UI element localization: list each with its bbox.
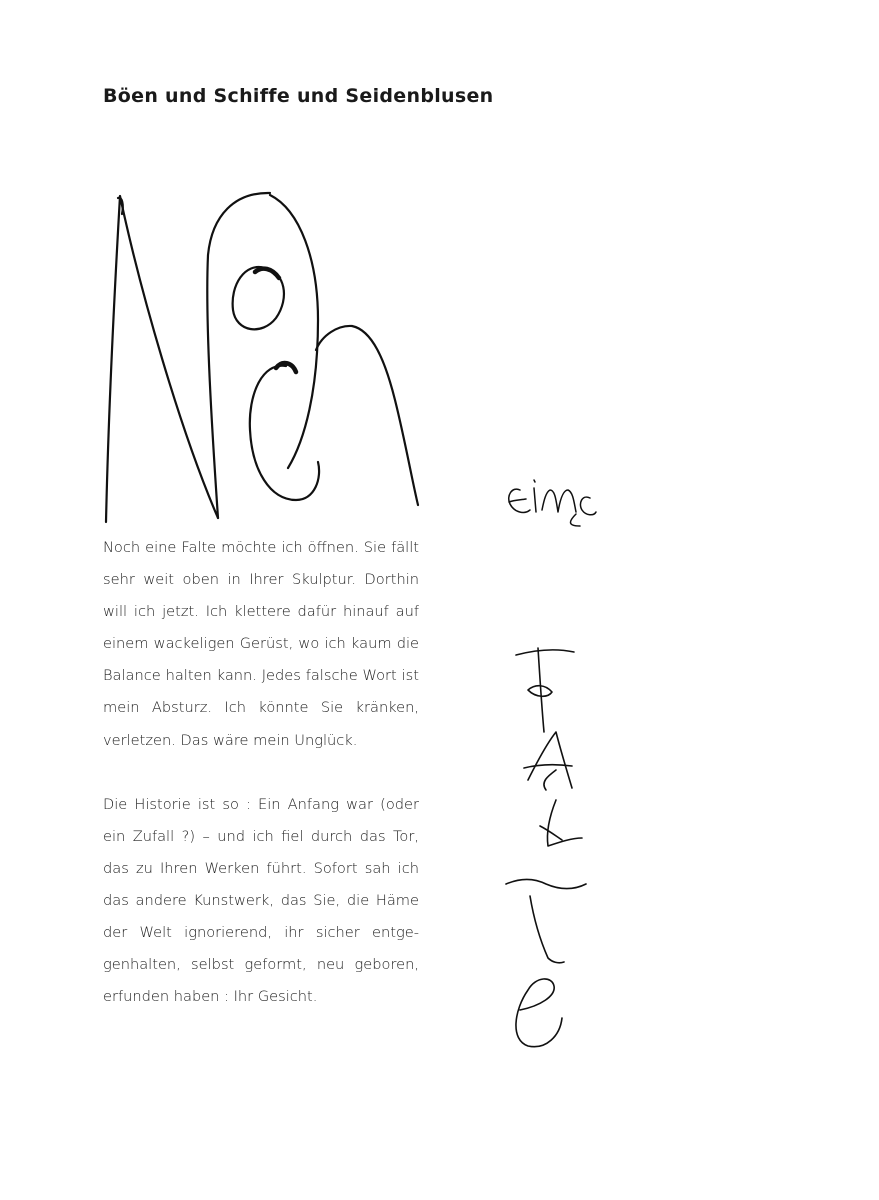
handwritten-eine — [509, 480, 596, 526]
page-title: Böen und Schiffe und Seidenblusen — [103, 85, 494, 107]
handwritten-noch — [106, 193, 418, 522]
paragraph-1: Noch eine Falte möchte ich öffnen. Sie fällt sehr weit oben in Ihrer Skulptur. Dorthin will ich jetzt. Ich klettere dafür hinauf auf einem wackeligen Gerüst, wo ich kaum die Balance halten kann. Jedes falsche Wort ist mein Absturz. Ich könnte Sie kränken, verletzen. Das wäre mein Unglück. — [103, 539, 419, 749]
handwritten-falte — [506, 648, 586, 1047]
body-text — [103, 532, 419, 1013]
paragraph-2: Die Historie ist so : Ein Anfang war (oder ein Zufall ?) – und ich fiel durch das Tor, das zu Ihren Werken führt. Sofort sah ich das andere Kunstwerk, das Sie, die Häme der Welt ignorierend, ihr sicher entgegenhalten, selbst geformt, neu geboren, erfunden haben : Ihr Gesicht. — [103, 795, 419, 1006]
